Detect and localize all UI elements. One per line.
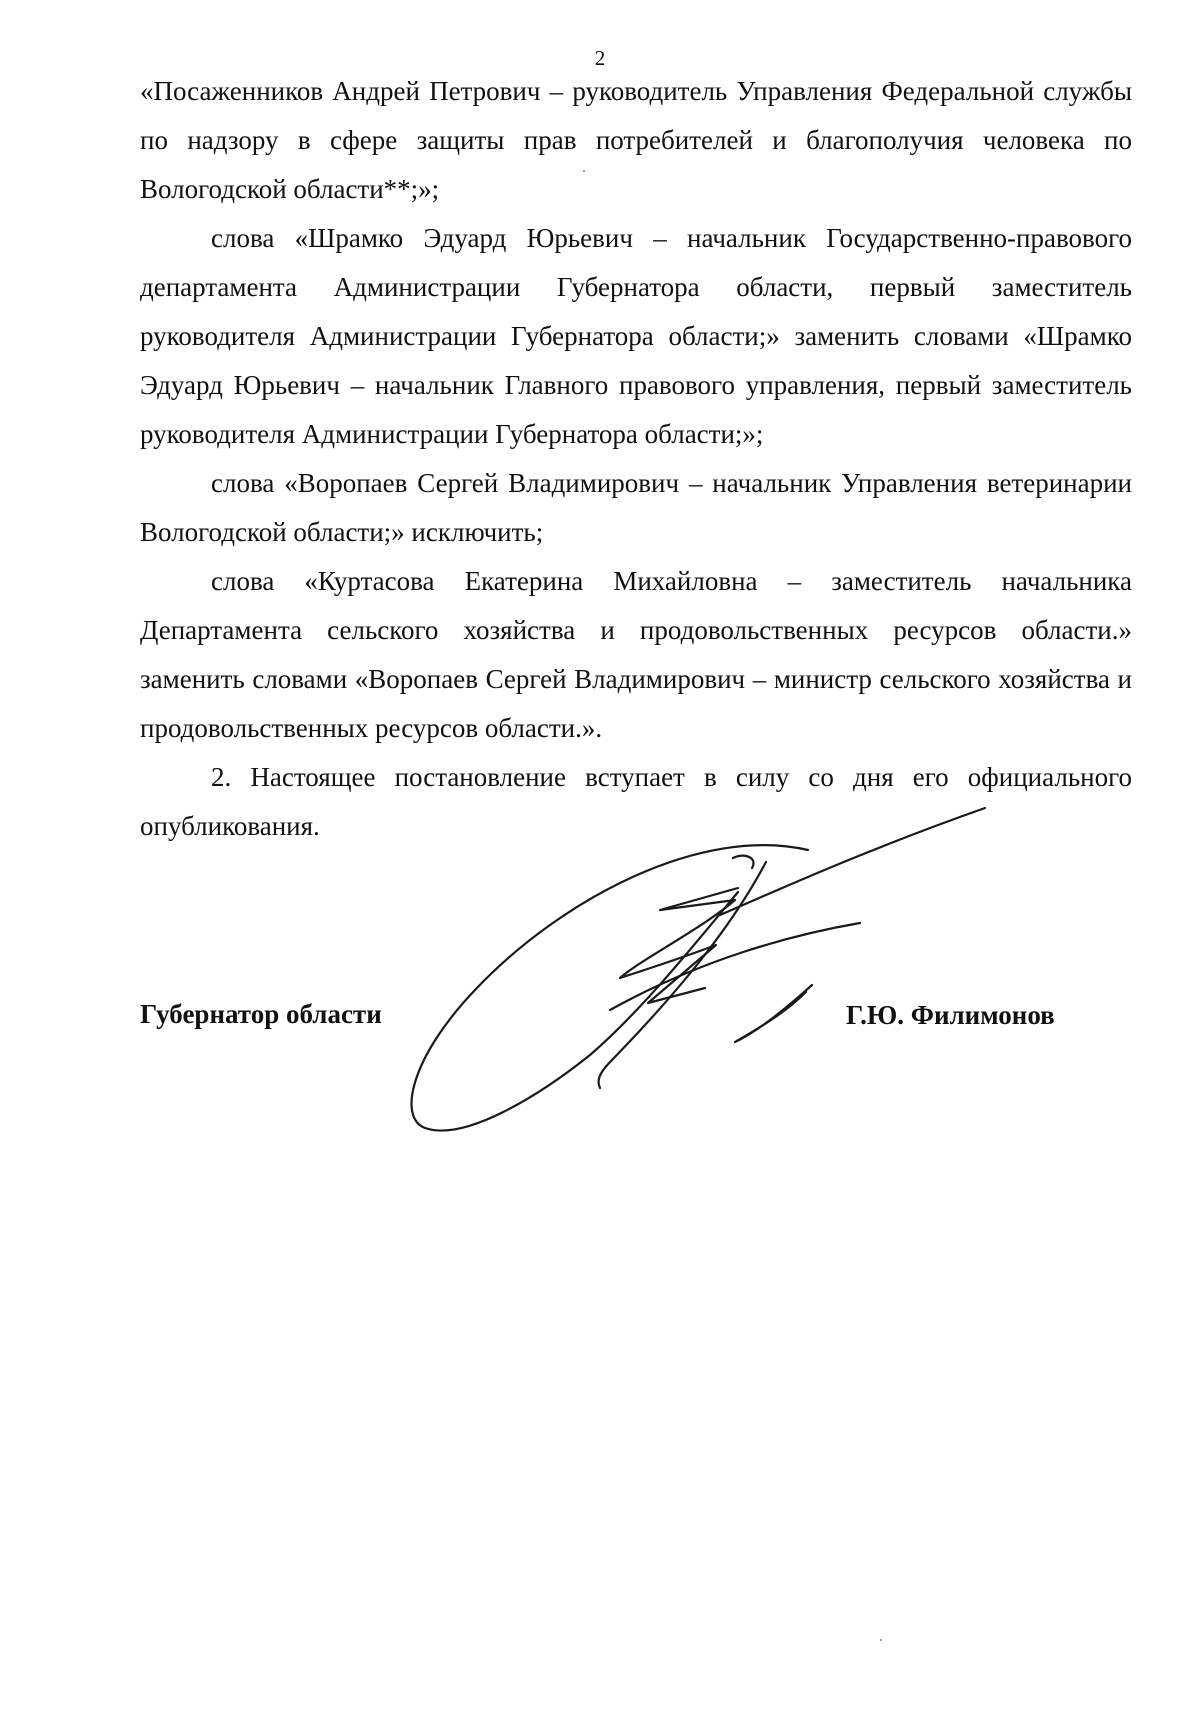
scan-speck [583, 170, 585, 172]
scan-speck [880, 1639, 882, 1641]
signature-zigzag-stroke [620, 888, 738, 1003]
signature-hook-stroke [733, 856, 754, 868]
signature-zigzag-lower-stroke [735, 985, 812, 1042]
document-body [140, 67, 1132, 851]
page-number: 2 [594, 46, 606, 70]
signature-loop-stroke [412, 845, 808, 1130]
paragraph-2: слова «Шрамко Эдуард Юрьевич – начальник Государственно-правового департамента Администрации Губернатора области, первый заместитель руководителя Администрации Губернатора области;» заменить словами «Шрамко Эдуард Юрьевич – начальник Главного правового управления, первый заместитель руководителя Администрации Губернатора области;»; [140, 223, 1132, 449]
paragraph-3: слова «Воропаев Сергей Владимирович – начальник Управления ветеринарии Вологодской области;» исключить; [140, 468, 1132, 547]
paragraph-4: слова «Куртасова Екатерина Михайловна – заместитель начальника Департамента сельского хозяйства и продовольственных ресурсов области.» заменить словами «Воропаев Сергей Владимирович – министр сельского хозяйства и продовольственных ресурсов области.». [140, 566, 1132, 743]
signatory-title: Губернатор области [140, 999, 382, 1029]
paragraph-5: 2. Настоящее постановление вступает в силу со дня его официального опубликования. [140, 762, 1132, 841]
paragraph-1: «Посаженников Андрей Петрович – руководитель Управления Федеральной службы по надзору в сфере защиты прав потребителей и благополучия человека по Вологодской области**;»; [140, 76, 1132, 204]
signature-diagonal-stroke [599, 862, 767, 1088]
signatory-name: Г.Ю. Филимонов [846, 1000, 1055, 1030]
